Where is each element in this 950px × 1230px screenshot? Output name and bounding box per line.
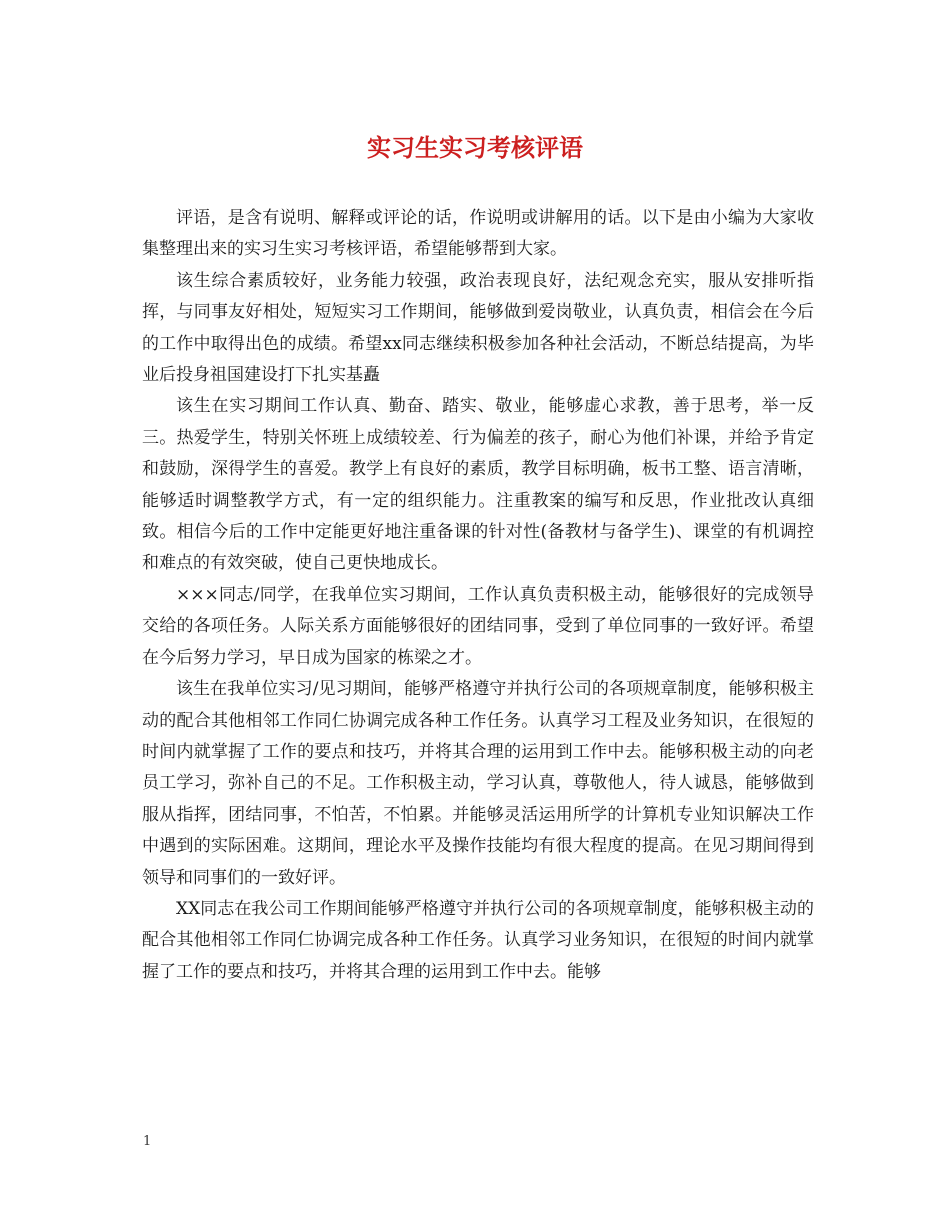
- paragraph-comment-4: 该生在我单位实习/见习期间，能够严格遵守并执行公司的各项规章制度，能够积极主动的配合其他相邻工作同仁协调完成各种工作任务。认真学习工程及业务知识，在很短的时间内就掌握了工作的要点和技巧，并将其合理的运用到工作中去。能够积极主动的向老员工学习，弥补自己的不足。工作积极主动，学习认真，尊敬他人，待人诚恳，能够做到服从指挥，团结同事，不怕苦，不怕累。并能够灵活运用所学的计算机专业知识解决工作中遇到的实际困难。这期间，理论水平及操作技能均有很大程度的提高。在见习期间得到领导和同事们的一致好评。: [142, 679, 814, 888]
- document-title: 实习生实习考核评语: [367, 133, 583, 162]
- document-body: [142, 203, 814, 988]
- page-number: 1: [143, 1134, 152, 1149]
- paragraph-intro: 评语，是含有说明、解释或评论的话，作说明或讲解用的话。以下是由小编为大家收集整理出来的实习生实习考核评语，希望能够帮到大家。: [142, 208, 814, 260]
- paragraph-comment-3: ×××同志/同学，在我单位实习期间，工作认真负责积极主动，能够很好的完成领导交给的各项任务。人际关系方面能够很好的团结同事，受到了单位同事的一致好评。希望在今后努力学习，早日成为国家的栋梁之才。: [142, 584, 814, 668]
- paragraph-comment-1: 该生综合素质较好，业务能力较强，政治表现良好，法纪观念充实，服从安排听指挥，与同事友好相处，短短实习工作期间，能够做到爱岗敬业，认真负责，相信会在今后的工作中取得出色的成绩。希望xx同志继续积极参加各种社会活动，不断总结提高，为毕业后投身祖国建设打下扎实基矗: [142, 270, 814, 386]
- paragraph-comment-2: 该生在实习期间工作认真、勤奋、踏实、敬业，能够虚心求教，善于思考，举一反三。热爱学生，特别关怀班上成绩较差、行为偏差的孩子，耐心为他们补课，并给予肯定和鼓励，深得学生的喜爱。教学上有良好的素质，教学目标明确，板书工整、语言清晰，能够适时调整教学方式，有一定的组织能力。注重教案的编写和反思，作业批改认真细致。相信今后的工作中定能更好地注重备课的针对性(备教材与备学生)、课堂的有机调控和难点的有效突破，使自己更快地成长。: [142, 396, 814, 574]
- paragraph-comment-5: XX同志在我公司工作期间能够严格遵守并执行公司的各项规章制度，能够积极主动的配合其他相邻工作同仁协调完成各种工作任务。认真学习业务知识，在很短的时间内就掌握了工作的要点和技巧，并将其合理的运用到工作中去。能够: [142, 898, 814, 982]
